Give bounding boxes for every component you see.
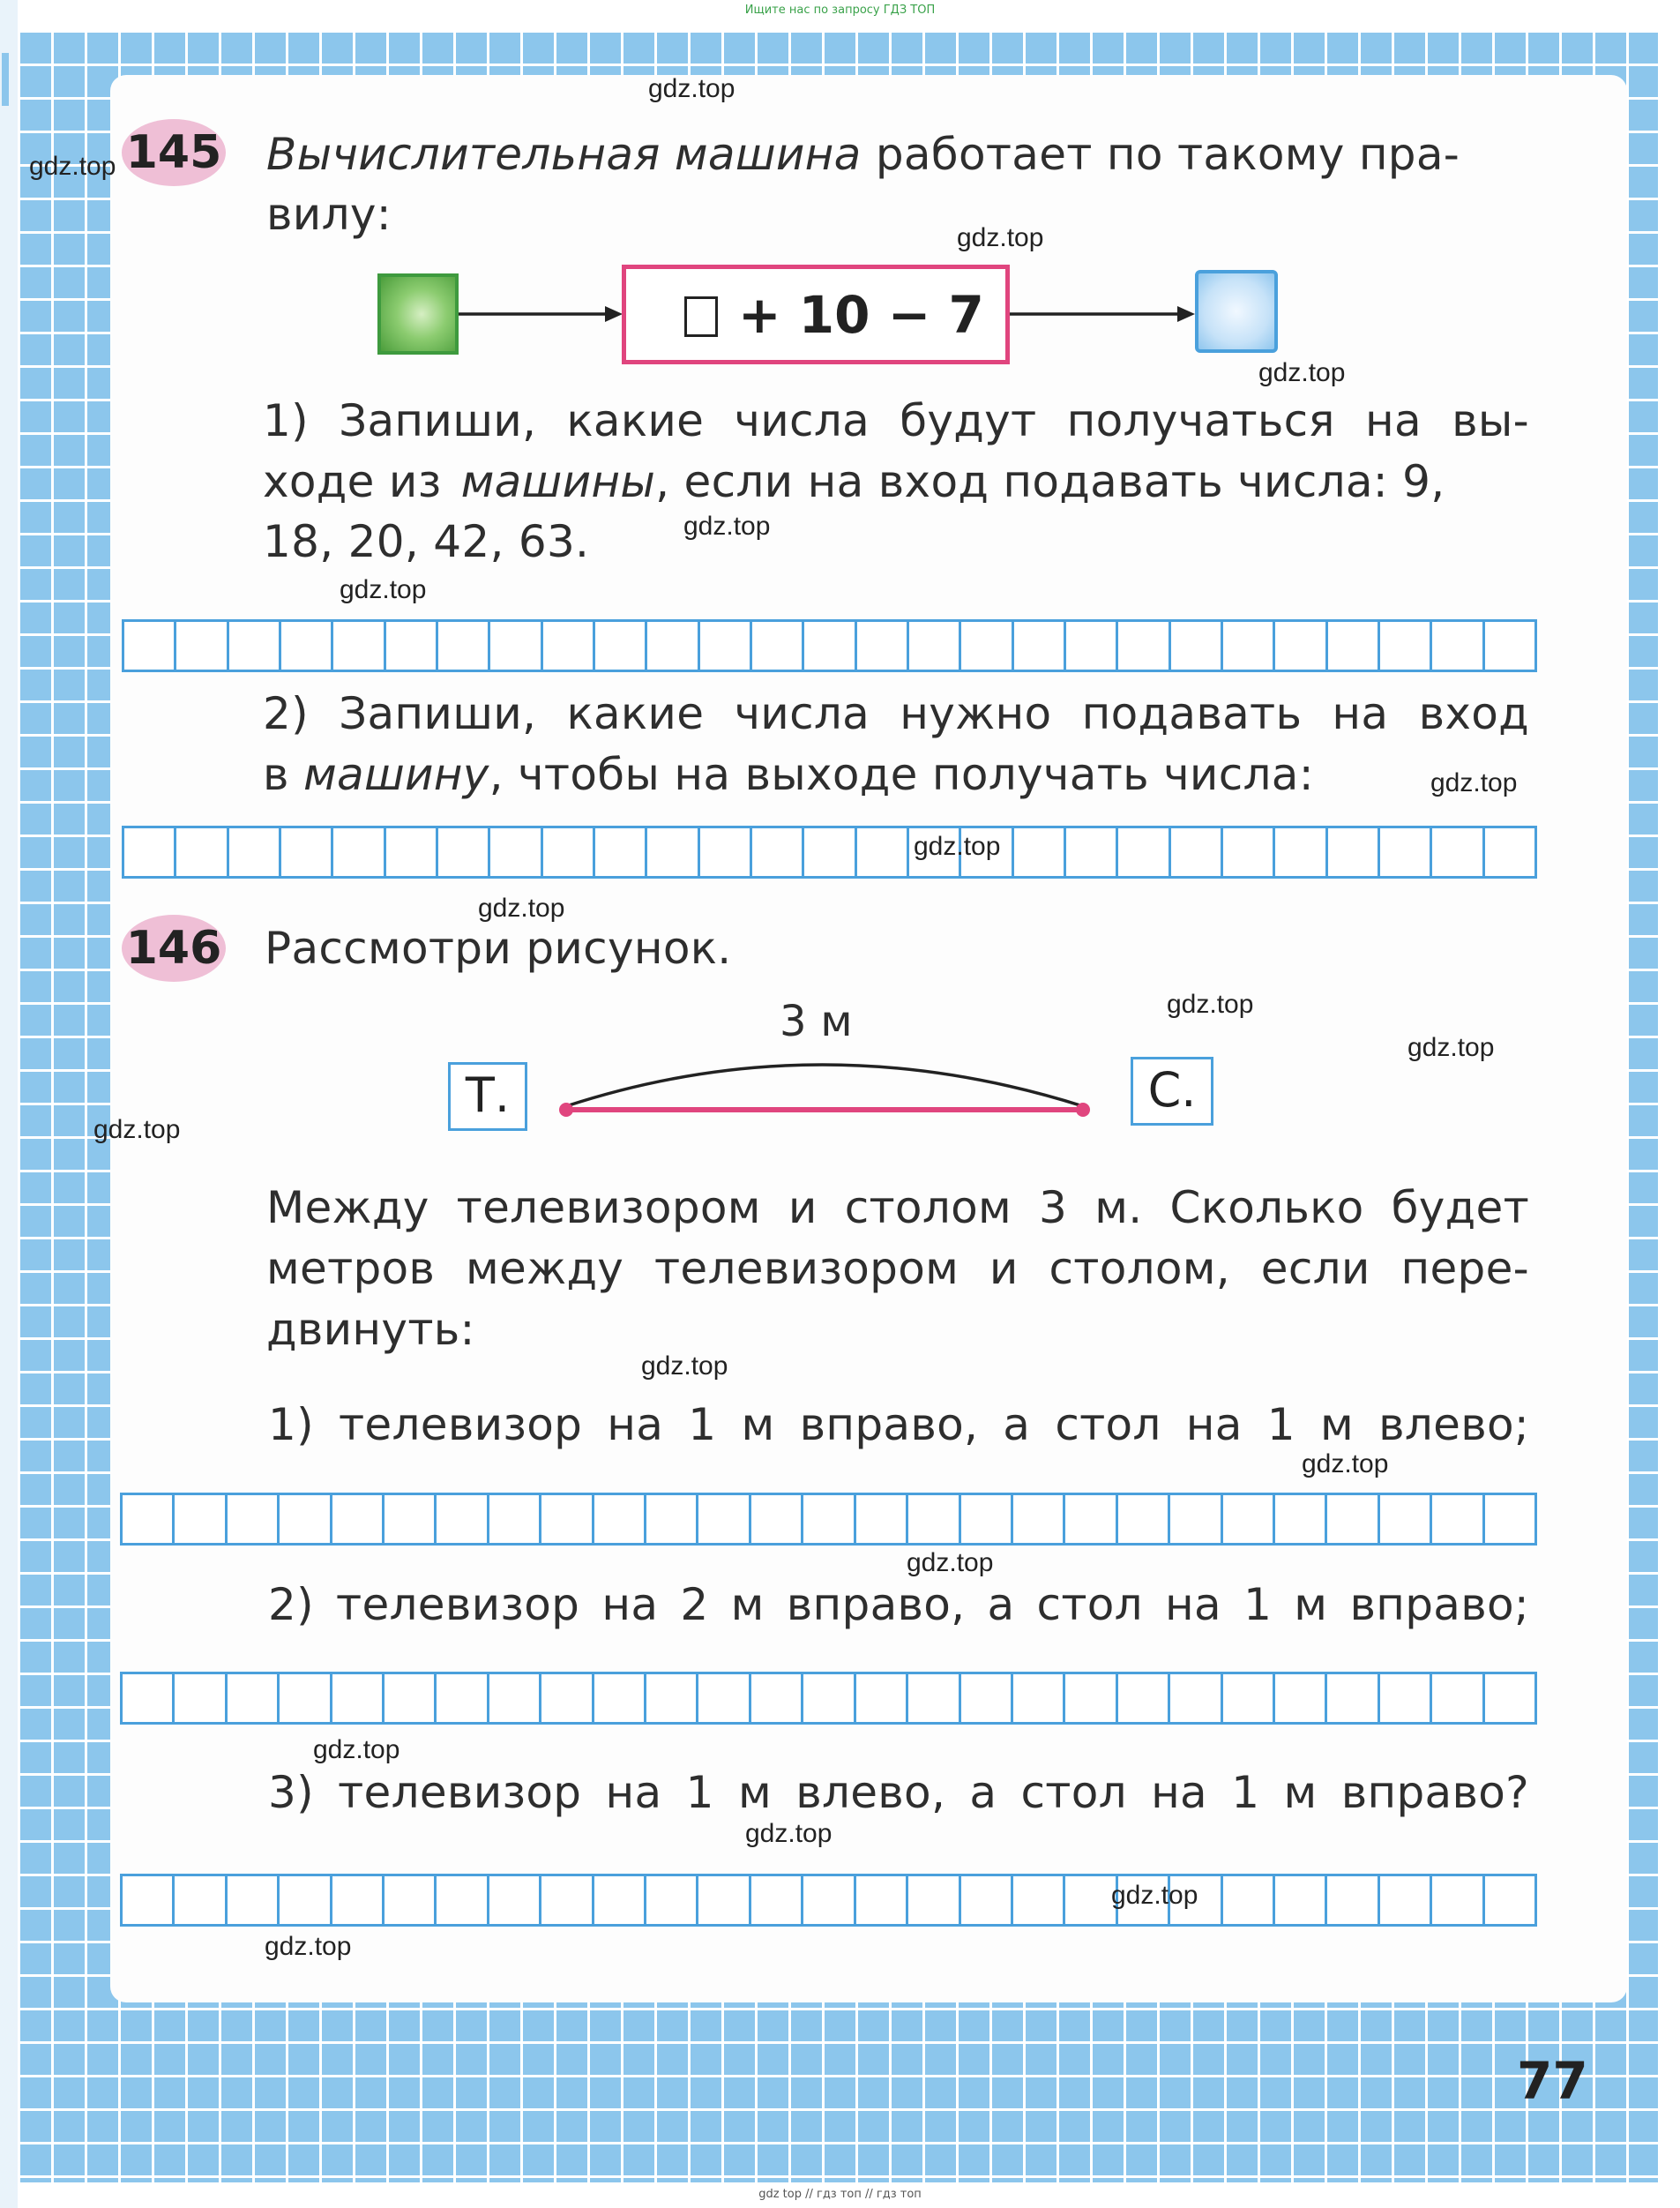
answer-cell[interactable]	[647, 828, 699, 876]
answer-cell[interactable]	[595, 828, 647, 876]
answer-cells-146-2[interactable]	[120, 1672, 1537, 1725]
answer-cell[interactable]	[541, 1876, 594, 1924]
answer-cell[interactable]	[752, 622, 804, 670]
answer-cell[interactable]	[1485, 622, 1534, 670]
answer-cell[interactable]	[1171, 622, 1223, 670]
ex146-text-line1: Между телевизором и столом 3 м. Сколько будет	[266, 1182, 1529, 1233]
ex145-intro-italic: Вычислительная машина	[266, 129, 862, 180]
answer-cell[interactable]	[647, 622, 699, 670]
answer-cell[interactable]	[1118, 1495, 1170, 1543]
answer-cell[interactable]	[856, 1674, 908, 1722]
ex146-text-line2: метров между телевизором и столом, если пере-	[266, 1243, 1529, 1294]
answer-cell[interactable]	[123, 1876, 175, 1924]
bottom-note: gdz top // гдз топ // гдз топ	[758, 2188, 922, 2201]
ex146-item2: 2) телевизор на 2 м вправо, а стол на 1 м вправо;	[268, 1579, 1529, 1630]
exercise-145-number: 145	[122, 119, 226, 186]
ex146-item3: 3) телевизор на 1 м влево, а стол на 1 м вправо?	[268, 1767, 1529, 1818]
ex145-q1-line3: 18, 20, 42, 63.	[263, 516, 590, 567]
page-number: 77	[1517, 2051, 1588, 2111]
answer-cell[interactable]	[1223, 1674, 1275, 1722]
answer-cell[interactable]	[437, 1495, 489, 1543]
ex145-q2-line2-b: , чтобы на выходе получать числа:	[489, 749, 1314, 800]
answer-cell[interactable]	[1432, 622, 1484, 670]
answer-cell[interactable]	[1223, 828, 1275, 876]
answer-cell[interactable]	[1432, 1495, 1484, 1543]
left-page-edge	[0, 0, 18, 2208]
answer-cell[interactable]	[281, 622, 333, 670]
answer-cell[interactable]	[909, 622, 961, 670]
answer-cell[interactable]	[333, 828, 385, 876]
watermark: gdz.top	[641, 1351, 728, 1381]
answer-cell[interactable]	[280, 1674, 332, 1722]
answer-cell[interactable]	[1013, 1876, 1065, 1924]
ex145-q1-line2	[263, 456, 1529, 507]
ex145-q2-line1: 2) Запиши, какие числа нужно подавать на вход	[263, 688, 1529, 739]
answer-cell[interactable]	[1485, 828, 1534, 876]
answer-cell[interactable]	[594, 1674, 646, 1722]
answer-cell[interactable]	[646, 1876, 698, 1924]
answer-cell[interactable]	[1380, 1495, 1432, 1543]
ex145-q2-line2	[263, 749, 1314, 800]
answer-cell[interactable]	[333, 622, 385, 670]
answer-cell[interactable]	[1223, 1495, 1275, 1543]
answer-cell[interactable]	[438, 828, 490, 876]
answer-cell[interactable]	[176, 828, 228, 876]
answer-cell[interactable]	[437, 1674, 489, 1722]
answer-cell[interactable]	[698, 1674, 750, 1722]
answer-cell[interactable]	[803, 1876, 855, 1924]
answer-cell[interactable]	[123, 1495, 175, 1543]
answer-cell[interactable]	[803, 1674, 855, 1722]
answer-cell[interactable]	[175, 1674, 227, 1722]
answer-cell[interactable]	[489, 1495, 541, 1543]
answer-cell[interactable]	[490, 828, 542, 876]
computing-machine	[622, 265, 1010, 364]
answer-cell[interactable]	[175, 1876, 227, 1924]
answer-cells-146-1[interactable]	[120, 1493, 1537, 1546]
answer-cell[interactable]	[857, 622, 909, 670]
watermark: gdz.top	[313, 1735, 400, 1764]
watermark: gdz.top	[1407, 1033, 1495, 1062]
watermark: gdz.top	[1430, 768, 1518, 797]
answer-cell[interactable]	[386, 622, 438, 670]
answer-cell[interactable]	[1223, 622, 1275, 670]
answer-cell[interactable]	[1014, 622, 1066, 670]
answer-cell[interactable]	[1065, 1876, 1117, 1924]
answer-cell[interactable]	[1485, 1876, 1534, 1924]
watermark: gdz.top	[648, 74, 735, 103]
answer-cell[interactable]	[1485, 1495, 1534, 1543]
answer-cell[interactable]	[332, 1495, 385, 1543]
answer-cell[interactable]	[228, 1495, 280, 1543]
distance-label: 3 м	[780, 997, 853, 1046]
watermark: gdz.top	[340, 575, 427, 604]
answer-cell[interactable]	[1066, 828, 1118, 876]
input-arrow	[459, 282, 623, 344]
answer-cells-145-2[interactable]	[122, 826, 1537, 879]
answer-cell[interactable]	[489, 1674, 541, 1722]
answer-cell[interactable]	[280, 1495, 332, 1543]
answer-cell[interactable]	[856, 1876, 908, 1924]
watermark: gdz.top	[1167, 990, 1254, 1019]
answer-cell[interactable]	[1328, 622, 1380, 670]
ex146-title: Рассмотри рисунок.	[265, 923, 732, 974]
watermark: gdz.top	[478, 894, 565, 923]
answer-cell[interactable]	[1013, 1495, 1065, 1543]
answer-cell[interactable]	[804, 828, 856, 876]
output-square	[1195, 270, 1278, 353]
answer-cell[interactable]	[281, 828, 333, 876]
answer-cell[interactable]	[1327, 1495, 1379, 1543]
answer-cell[interactable]	[646, 1674, 698, 1722]
answer-cell[interactable]	[1065, 1674, 1117, 1722]
answer-cell[interactable]	[228, 1674, 280, 1722]
answer-cell[interactable]	[908, 1495, 960, 1543]
answer-cell[interactable]	[229, 828, 281, 876]
answer-cell[interactable]	[437, 1876, 489, 1924]
answer-cell[interactable]	[1275, 1495, 1327, 1543]
watermark: gdz.top	[1258, 358, 1346, 387]
answer-cell[interactable]	[1380, 1876, 1432, 1924]
ex145-q1-line2-b: , если на вход подавать числа: 9,	[655, 456, 1445, 507]
watermark: gdz.top	[914, 832, 1001, 861]
answer-cells-145-1[interactable]	[122, 619, 1537, 672]
answer-cell[interactable]	[804, 622, 856, 670]
watermark: gdz.top	[265, 1932, 352, 1961]
answer-cell[interactable]	[386, 828, 438, 876]
answer-cell[interactable]	[123, 1674, 175, 1722]
answer-cell[interactable]	[176, 622, 228, 670]
answer-cell[interactable]	[961, 1674, 1013, 1722]
answer-cell[interactable]	[856, 1495, 908, 1543]
answer-cells-146-3[interactable]	[120, 1874, 1537, 1927]
answer-cell[interactable]	[1327, 1876, 1379, 1924]
answer-cell[interactable]	[751, 1876, 803, 1924]
answer-cell[interactable]	[1065, 1495, 1117, 1543]
answer-cell[interactable]	[1275, 1674, 1327, 1722]
ex145-q1-line1: 1) Запиши, какие числа будут получаться на вы-	[263, 395, 1529, 446]
answer-cell[interactable]	[124, 622, 176, 670]
answer-cell[interactable]	[1432, 828, 1484, 876]
answer-cell[interactable]	[595, 622, 647, 670]
ex145-q1-italic: машины	[460, 456, 656, 507]
watermark: gdz.top	[907, 1548, 994, 1577]
input-square	[377, 273, 459, 355]
answer-cell[interactable]	[229, 622, 281, 670]
answer-cell[interactable]	[751, 1674, 803, 1722]
answer-cell[interactable]	[438, 622, 490, 670]
answer-cell[interactable]	[803, 1495, 855, 1543]
answer-cell[interactable]	[1380, 622, 1432, 670]
answer-cell[interactable]	[961, 1495, 1013, 1543]
answer-cell[interactable]	[698, 1876, 750, 1924]
answer-cell[interactable]	[857, 828, 909, 876]
ex145-intro-rest: работает по такому пра-	[875, 129, 1460, 180]
answer-cell[interactable]	[1328, 828, 1380, 876]
answer-cell[interactable]	[908, 1674, 960, 1722]
answer-cell[interactable]	[1432, 1876, 1484, 1924]
answer-cell[interactable]	[700, 622, 752, 670]
answer-cell[interactable]	[961, 622, 1013, 670]
answer-cell[interactable]	[332, 1876, 385, 1924]
answer-cell[interactable]	[1223, 1876, 1275, 1924]
answer-cell[interactable]	[752, 828, 804, 876]
answer-cell[interactable]	[332, 1674, 385, 1722]
answer-cell[interactable]	[490, 622, 542, 670]
answer-cell[interactable]	[1275, 828, 1327, 876]
answer-cell[interactable]	[1170, 1495, 1222, 1543]
answer-cell[interactable]	[124, 828, 176, 876]
answer-cell[interactable]	[175, 1495, 227, 1543]
watermark: gdz.top	[1302, 1449, 1389, 1478]
answer-cell[interactable]	[1014, 828, 1066, 876]
answer-cell[interactable]	[594, 1876, 646, 1924]
answer-cell[interactable]	[543, 622, 595, 670]
answer-cell[interactable]	[541, 1495, 594, 1543]
answer-cell[interactable]	[1013, 1674, 1065, 1722]
answer-cell[interactable]	[1066, 622, 1118, 670]
ex145-intro-line2: вилу:	[266, 189, 392, 240]
ex145-q2-italic: машину	[302, 749, 489, 800]
ex145-intro-line1	[266, 129, 1529, 180]
answer-cell[interactable]	[1118, 622, 1170, 670]
answer-cell[interactable]	[1380, 828, 1432, 876]
answer-cell[interactable]	[1432, 1674, 1484, 1722]
top-note: Ищите нас по запросу ГДЗ ТОП	[744, 4, 936, 17]
answer-cell[interactable]	[698, 1495, 750, 1543]
answer-cell[interactable]	[1171, 828, 1223, 876]
answer-cell[interactable]	[543, 828, 595, 876]
watermark: gdz.top	[1111, 1881, 1198, 1910]
answer-cell[interactable]	[1170, 1674, 1222, 1722]
watermark: gdz.top	[745, 1819, 833, 1848]
ex145-q1-line2-a: ходе из	[263, 456, 442, 507]
answer-cell[interactable]	[1118, 1674, 1170, 1722]
answer-cell[interactable]	[1485, 1674, 1534, 1722]
answer-cell[interactable]	[594, 1495, 646, 1543]
watermark: gdz.top	[957, 223, 1044, 252]
answer-cell[interactable]	[1275, 1876, 1327, 1924]
distance-diagram	[556, 1032, 1102, 1120]
ex145-q1-line2-mid	[461, 456, 1529, 507]
answer-cell[interactable]	[280, 1876, 332, 1924]
answer-cell[interactable]	[961, 1876, 1013, 1924]
ex146-text-line3: двинуть:	[266, 1304, 475, 1355]
ex145-q2-line2-a: в	[263, 749, 289, 800]
answer-cell[interactable]	[751, 1495, 803, 1543]
watermark: gdz.top	[29, 152, 116, 181]
answer-cell[interactable]	[1275, 622, 1327, 670]
answer-cell[interactable]	[1118, 828, 1170, 876]
answer-cell[interactable]	[385, 1876, 437, 1924]
answer-cell[interactable]	[1327, 1674, 1379, 1722]
answer-cell[interactable]	[228, 1876, 280, 1924]
machine-formula: + 10 − 7	[738, 285, 984, 345]
ex146-item1: 1) телевизор на 1 м вправо, а стол на 1 м влево;	[268, 1399, 1529, 1450]
answer-cell[interactable]	[489, 1876, 541, 1924]
machine-input-placeholder	[684, 296, 718, 337]
answer-cell[interactable]	[646, 1495, 698, 1543]
answer-cell[interactable]	[385, 1495, 437, 1543]
answer-cell[interactable]	[385, 1674, 437, 1722]
tv-label-box: Т.	[448, 1062, 527, 1131]
answer-cell[interactable]	[700, 828, 752, 876]
watermark: gdz.top	[93, 1115, 181, 1144]
exercise-146-number: 146	[122, 915, 226, 982]
watermark: gdz.top	[683, 512, 771, 541]
table-label-box: С.	[1131, 1057, 1213, 1126]
answer-cell[interactable]	[1380, 1674, 1432, 1722]
output-arrow	[1010, 282, 1197, 344]
answer-cell[interactable]	[541, 1674, 594, 1722]
answer-cell[interactable]	[908, 1876, 960, 1924]
